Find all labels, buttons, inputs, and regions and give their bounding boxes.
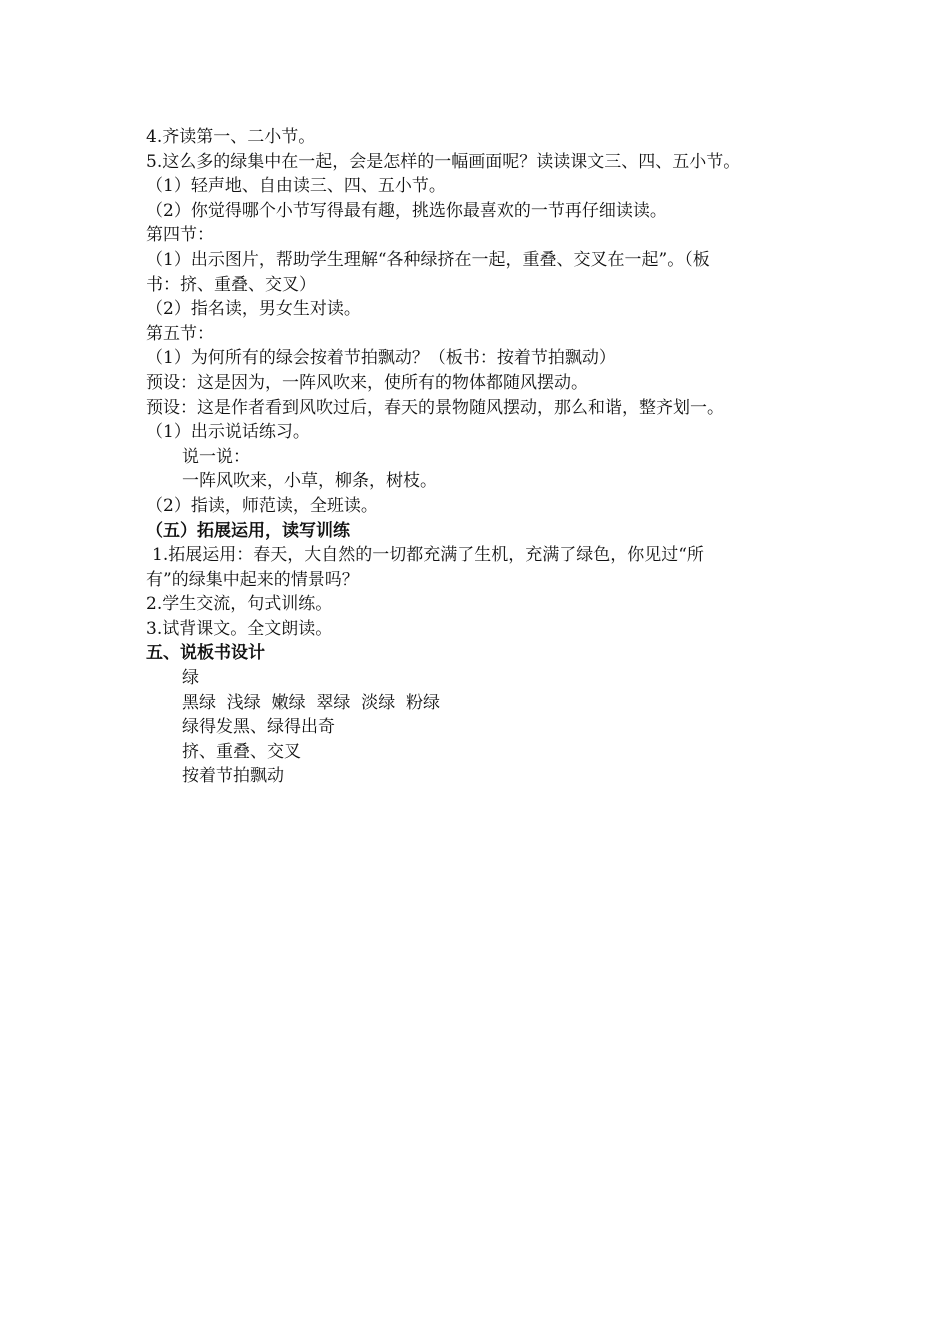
board-design-line: 绿得发黑、绿得出奇 — [182, 717, 335, 738]
document-body — [146, 125, 826, 789]
text-line: （1）为何所有的绿会按着节拍飘动？（板书：按着节拍飘动） — [146, 348, 616, 369]
text-line: （1）出示说话练习。 — [146, 422, 310, 443]
section-heading: 五、说板书设计 — [146, 643, 265, 664]
indented-line: 说一说： — [182, 446, 250, 467]
text-line: （2）指读，师范读，全班读。 — [146, 495, 378, 516]
text-line: 1.拓展运用：春天，大自然的一切都充满了生机，充满了绿色，你见过“所 — [152, 545, 704, 566]
board-design-line: 绿 — [182, 668, 199, 689]
indented-line: 一阵风吹来，小草，柳条，树枝。 — [182, 471, 437, 492]
text-line: 5.这么多的绿集中在一起，会是怎样的一幅画面呢？读读课文三、四、五小节。 — [146, 151, 741, 172]
text-line: 2.学生交流，句式训练。 — [146, 594, 333, 615]
board-design-line: 黑绿 浅绿 嫩绿 翠绿 淡绿 粉绿 — [182, 692, 441, 713]
text-line: 4.齐读第一、二小节。 — [146, 127, 316, 147]
section-label: 第五节： — [146, 323, 214, 344]
text-line: （2）你觉得哪个小节写得最有趣，挑选你最喜欢的一节再仔细读读。 — [146, 200, 667, 221]
text-line: 有”的绿集中起来的情景吗？ — [146, 569, 359, 590]
board-design-line: 挤、重叠、交叉 — [182, 741, 301, 762]
section-heading: （五）拓展运用，读写训练 — [146, 520, 350, 541]
text-line: 3.试背课文。全文朗读。 — [146, 618, 333, 639]
board-design-line: 按着节拍飘动 — [182, 766, 284, 787]
text-line: （1）轻声地、自由读三、四、五小节。 — [146, 176, 446, 197]
text-line: 书：挤、重叠、交叉） — [146, 274, 316, 295]
section-label: 第四节： — [146, 225, 214, 246]
text-line: （2）指名读，男女生对读。 — [146, 299, 361, 320]
text-line: 预设：这是作者看到风吹过后，春天的景物随风摆动，那么和谐，整齐划一。 — [146, 397, 724, 418]
text-line: 预设：这是因为，一阵风吹来，使所有的物体都随风摆动。 — [146, 372, 588, 393]
text-line: （1）出示图片，帮助学生理解“各种绿挤在一起，重叠、交叉在一起”。（板 — [146, 249, 710, 270]
